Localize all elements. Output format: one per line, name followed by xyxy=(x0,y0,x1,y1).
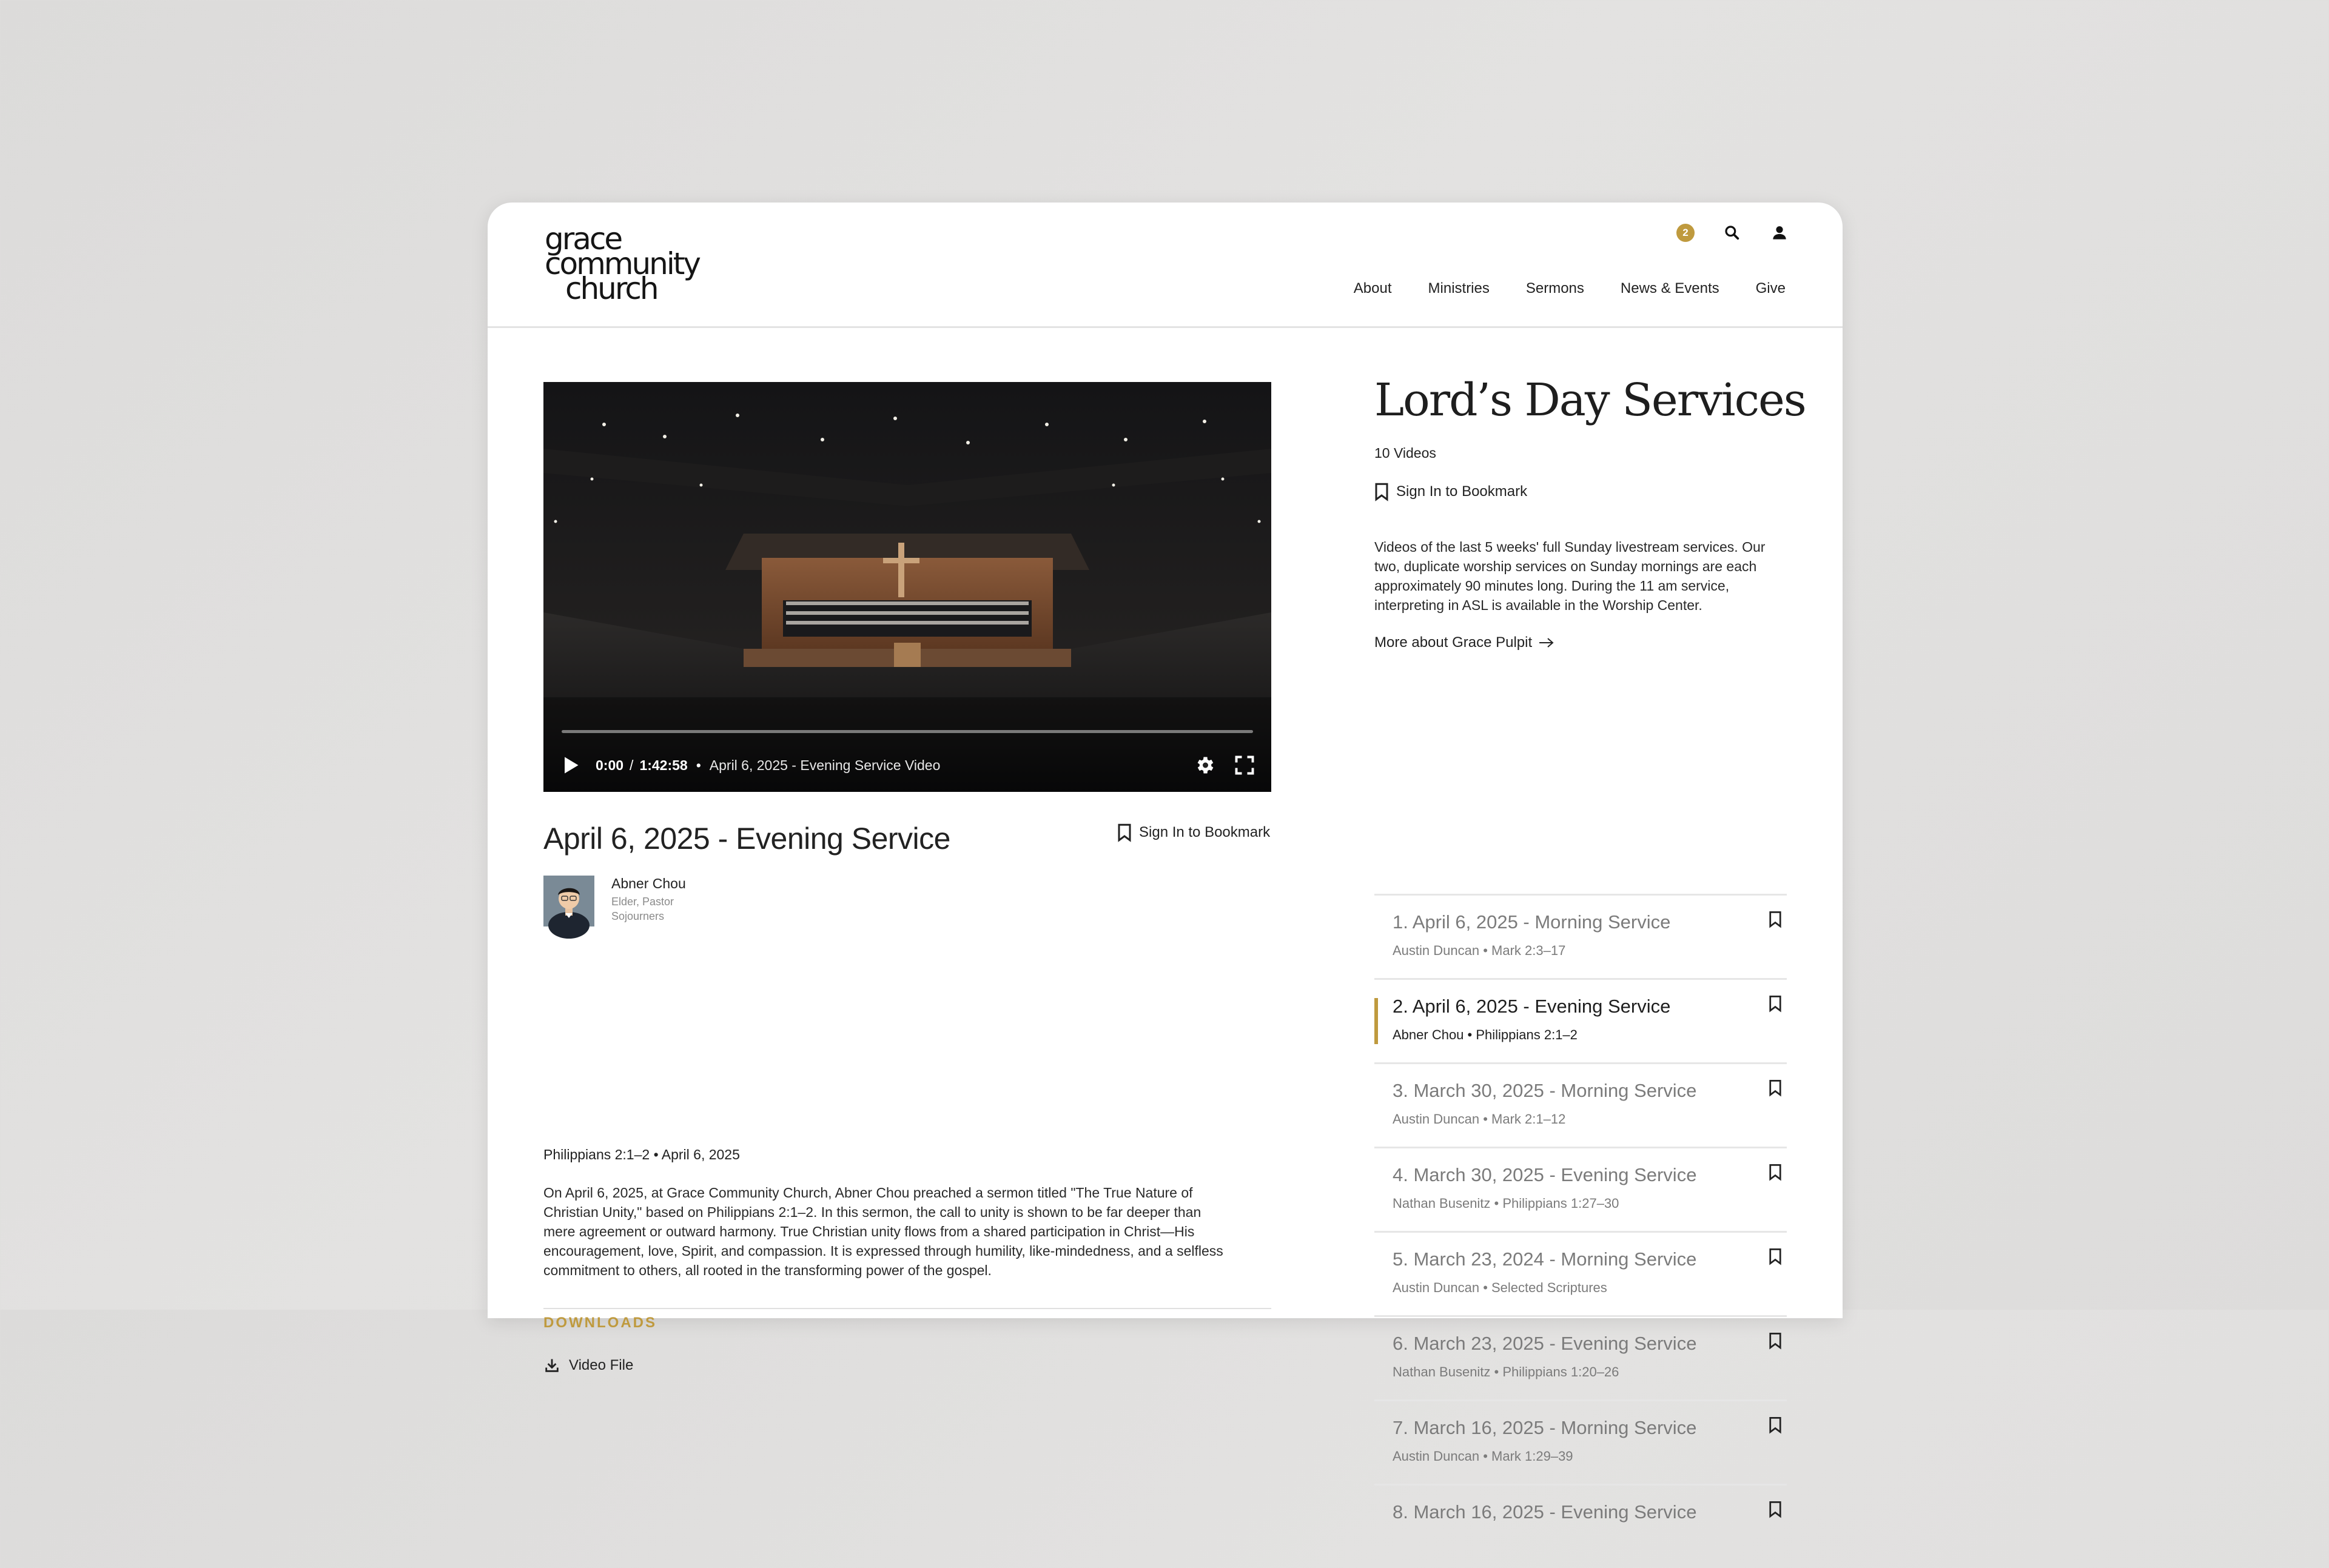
download-video-file-link[interactable] xyxy=(543,1357,633,1374)
nav-give[interactable]: Give xyxy=(1755,280,1786,297)
bookmark-icon[interactable] xyxy=(1769,1500,1782,1518)
speaker-role: Elder, Pastor xyxy=(611,896,674,908)
series-bookmark-button[interactable] xyxy=(1374,483,1527,501)
list-item[interactable] xyxy=(1374,1062,1787,1147)
download-icon xyxy=(543,1357,560,1374)
logo-line-3: church xyxy=(565,271,657,306)
list-item-title: 4. March 30, 2025 - Evening Service xyxy=(1393,1164,1697,1185)
list-item[interactable] xyxy=(1374,1231,1787,1315)
church-logo[interactable] xyxy=(543,221,744,306)
logo-line-1: grace xyxy=(545,221,622,256)
list-item-subtitle: Abner Chou • Philippians 2:1–2 xyxy=(1393,1027,1578,1042)
downloads-heading: DOWNLOADS xyxy=(543,1315,657,1331)
nav-news-events[interactable]: News & Events xyxy=(1620,280,1719,297)
sermon-title: April 6, 2025 - Evening Service xyxy=(543,822,950,856)
video-progress-track[interactable] xyxy=(562,730,1253,733)
video-title-overlay: April 6, 2025 - Evening Service Video xyxy=(709,757,941,773)
bookmark-icon[interactable] xyxy=(1769,1163,1782,1181)
fullscreen-icon[interactable] xyxy=(1234,754,1255,776)
bookmark-icon xyxy=(1117,823,1132,842)
series-description: Videos of the last 5 weeks' full Sunday livestream services. Our two, duplicate worship services on Sunday mornings are each approximately 90 minutes long. During the 11 am service, interpreting in ASL is available in the Worship Center. xyxy=(1374,539,1766,613)
video-duration: 1:42:58 xyxy=(639,757,688,773)
logo-line-2: community xyxy=(545,246,699,281)
browser-window xyxy=(488,203,1843,1523)
list-item-subtitle: Nathan Busenitz • Philippians 1:27–30 xyxy=(1393,1196,1619,1211)
notification-badge[interactable]: 2 xyxy=(1676,224,1695,242)
dot-separator: • xyxy=(696,757,701,773)
list-item-active[interactable] xyxy=(1374,978,1787,1062)
more-link-label: More about Grace Pulpit xyxy=(1374,634,1533,651)
series-video-count: 10 Videos xyxy=(1374,445,1436,461)
list-item-title: 1. April 6, 2025 - Morning Service xyxy=(1393,911,1671,933)
nav-ministries[interactable]: Ministries xyxy=(1428,280,1490,297)
list-item-title: 7. March 16, 2025 - Morning Service xyxy=(1393,1417,1697,1438)
site-header xyxy=(488,203,1843,328)
search-icon[interactable] xyxy=(1722,223,1742,243)
sermon-description: On April 6, 2025, at Grace Community Church, Abner Chou preached a sermon titled "The True Nature of Christian Unity," based on Philippians 2:1–2. In this sermon, the call to unity is shown to be far deeper than mere agreement or outward harmony. True Christian unity flows from a shared participation in Christ—His encouragement, love, Spirit, and compassion. It is expressed through humility, like-mindedness, and a selfless commitment to others, all rooted in the transforming power of the gospel. xyxy=(543,1185,1223,1278)
settings-gear-icon[interactable] xyxy=(1194,754,1215,776)
bookmark-icon[interactable] xyxy=(1769,1247,1782,1265)
header-icons xyxy=(1676,223,1789,243)
bookmark-icon[interactable] xyxy=(1769,910,1782,928)
list-item[interactable] xyxy=(1374,1484,1787,1568)
bookmark-icon xyxy=(1374,483,1389,501)
arrow-right-icon xyxy=(1538,637,1555,649)
list-item-title: 2. April 6, 2025 - Evening Service xyxy=(1393,996,1671,1017)
play-icon[interactable] xyxy=(559,754,581,776)
speaker-name[interactable]: Abner Chou xyxy=(611,876,686,891)
nav-about[interactable]: About xyxy=(1353,280,1392,297)
speaker-avatar xyxy=(543,876,594,926)
time-separator: / xyxy=(630,757,634,773)
list-item-subtitle: Austin Duncan • Mark 1:29–39 xyxy=(1393,1449,1573,1464)
download-file-label: Video File xyxy=(569,1357,634,1373)
bookmark-icon[interactable] xyxy=(1769,1332,1782,1350)
list-item-subtitle: Austin Duncan • Mark 2:1–12 xyxy=(1393,1111,1566,1127)
series-panel xyxy=(1374,374,1806,426)
account-icon[interactable] xyxy=(1770,223,1789,243)
series-title: Lord’s Day Services xyxy=(1374,374,1806,426)
bookmark-icon[interactable] xyxy=(1769,1416,1782,1434)
list-item-subtitle: Austin Duncan • Selected Scriptures xyxy=(1393,1280,1607,1295)
list-item[interactable] xyxy=(1374,894,1787,978)
series-bookmark-label: Sign In to Bookmark xyxy=(1396,483,1528,500)
nav-sermons[interactable]: Sermons xyxy=(1525,280,1584,297)
bookmark-icon[interactable] xyxy=(1769,994,1782,1013)
list-item-subtitle: Nathan Busenitz • Philippians 1:20–26 xyxy=(1393,1364,1619,1379)
list-item[interactable] xyxy=(1374,1399,1787,1484)
video-player[interactable] xyxy=(543,382,1271,792)
main-nav xyxy=(1354,280,1786,297)
series-video-list xyxy=(1374,894,1787,1568)
speaker-info xyxy=(611,876,686,923)
sermon-bookmark-button[interactable] xyxy=(1117,823,1270,842)
sermon-bookmark-label: Sign In to Bookmark xyxy=(1139,824,1271,840)
list-item-title: 8. March 16, 2025 - Evening Service xyxy=(1393,1501,1697,1523)
section-divider xyxy=(543,1308,1271,1309)
list-item[interactable] xyxy=(1374,1315,1787,1399)
list-item-title: 5. March 23, 2024 - Morning Service xyxy=(1393,1248,1697,1270)
current-time: 0:00 xyxy=(596,757,624,773)
speaker-group: Sojourners xyxy=(611,910,665,922)
scripture-reference: Philippians 2:1–2 • April 6, 2025 xyxy=(543,1147,740,1162)
list-item[interactable] xyxy=(1374,1147,1787,1231)
video-right-controls xyxy=(1194,754,1255,776)
list-item-title: 3. March 30, 2025 - Morning Service xyxy=(1393,1080,1697,1101)
bookmark-icon[interactable] xyxy=(1769,1079,1782,1097)
more-about-grace-pulpit-link[interactable] xyxy=(1374,634,1555,651)
list-item-title: 6. March 23, 2025 - Evening Service xyxy=(1393,1333,1697,1354)
list-item-subtitle: Austin Duncan • Mark 2:3–17 xyxy=(1393,943,1566,958)
video-controls xyxy=(559,753,1255,777)
